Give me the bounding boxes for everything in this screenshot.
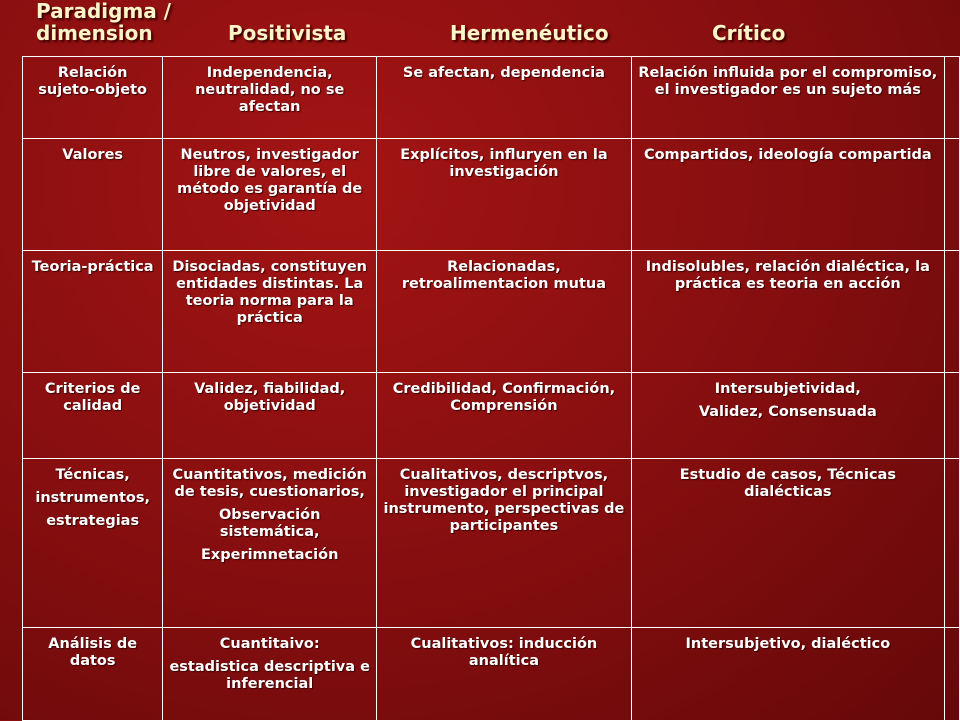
positivista-cell — [163, 459, 377, 628]
cell-text: Teoria-práctica — [31, 259, 154, 276]
table-row — [23, 251, 960, 373]
dimension-cell — [23, 372, 163, 458]
positivista-cell — [163, 372, 377, 458]
cell-text: Indisolubles, relación dialéctica, la práctica es teoria en acción — [645, 259, 930, 293]
cell-text: Análisis de datos — [48, 636, 138, 670]
header-paradigm-dimension — [36, 0, 171, 44]
positivista-cell — [163, 628, 377, 721]
header-critico: Crítico — [712, 21, 786, 45]
cell-text: Relación sujeto-objeto — [38, 65, 148, 98]
cell-text: Se afectan, dependencia — [402, 65, 605, 81]
empty-cell — [944, 372, 959, 458]
cell-text: estadistica descriptiva e inferencial — [169, 659, 370, 693]
cell-text: Criterios de calidad — [44, 380, 141, 414]
dimension-cell — [23, 628, 163, 721]
dimension-cell — [23, 139, 163, 251]
cell-text: instrumentos, — [35, 490, 150, 507]
header-hermeneutico: Hermenéutico — [450, 21, 609, 45]
dimension-cell — [23, 251, 163, 373]
cell-text: Técnicas, — [55, 467, 130, 484]
critico-cell — [631, 628, 944, 721]
dimension-cell — [23, 459, 163, 628]
header-dimension-label: dimension — [36, 21, 153, 45]
table-row — [23, 57, 960, 139]
dimension-cell — [23, 57, 163, 139]
cell-text: Neutros, investigador libre de valores, el método es garantía de objetividad — [177, 147, 363, 215]
positivista-cell — [163, 251, 377, 373]
header-paradigm-label: Paradigma / — [36, 0, 172, 23]
table-row — [23, 628, 960, 721]
hermeneutico-cell — [377, 57, 632, 139]
critico-cell — [631, 372, 944, 458]
positivista-cell — [163, 139, 377, 251]
table-row — [23, 459, 960, 628]
table-row — [23, 372, 960, 458]
critico-cell — [631, 251, 944, 373]
critico-cell — [631, 139, 944, 251]
cell-text: Valores — [62, 147, 124, 164]
table-row — [23, 139, 960, 251]
empty-cell — [944, 251, 959, 373]
cell-text: Cualitativos: inducción analítica — [410, 636, 598, 670]
empty-cell — [944, 459, 959, 628]
header-positivista: Positivista — [228, 21, 347, 45]
hermeneutico-cell — [377, 628, 632, 721]
hermeneutico-cell — [377, 139, 632, 251]
positivista-cell — [163, 57, 377, 139]
cell-text: Cuantitaivo: — [219, 636, 320, 653]
cell-text: Estudio de casos, Técnicas dialécticas — [679, 467, 896, 501]
cell-text: Credibilidad, Confirmación, Comprensión — [392, 380, 616, 414]
cell-text: Independencia, neutralidad, no se afectan — [195, 65, 345, 115]
cell-text: Intersubjetividad, — [714, 380, 861, 397]
cell-text: Relación influida por el compromiso, el investigador es un sujeto más — [638, 65, 938, 98]
cell-text: Experimnetación — [200, 547, 339, 564]
cell-text: Relacionadas, retroalimentacion mutua — [401, 259, 606, 293]
paradigm-comparison-table — [22, 56, 960, 721]
cell-text: Cualitativos, descriptvos, investigador el principal instrumento, perspectivas de participantes — [383, 467, 625, 535]
hermeneutico-cell — [377, 372, 632, 458]
empty-cell — [944, 628, 959, 721]
cell-text: Intersubjetivo, dialéctico — [685, 636, 891, 653]
cell-text: Cuantitativos, medición de tesis, cuestionarios, — [172, 467, 367, 501]
cell-text: Compartidos, ideología compartida — [643, 147, 932, 164]
cell-text: estrategias — [46, 513, 140, 530]
slide-header — [0, 0, 960, 50]
cell-text: Validez, fiabilidad, objetividad — [194, 380, 346, 414]
cell-text: Validez, Consensuada — [698, 403, 877, 420]
critico-cell — [631, 57, 944, 139]
cell-text: Observación sistemática, — [218, 507, 321, 541]
empty-cell — [944, 57, 959, 139]
hermeneutico-cell — [377, 251, 632, 373]
cell-text: Explícitos, influryen en la investigación — [400, 147, 608, 181]
critico-cell — [631, 459, 944, 628]
empty-cell — [944, 139, 959, 251]
hermeneutico-cell — [377, 459, 632, 628]
cell-text: Disociadas, constituyen entidades distintas. La teoria norma para la práctica — [172, 259, 367, 327]
